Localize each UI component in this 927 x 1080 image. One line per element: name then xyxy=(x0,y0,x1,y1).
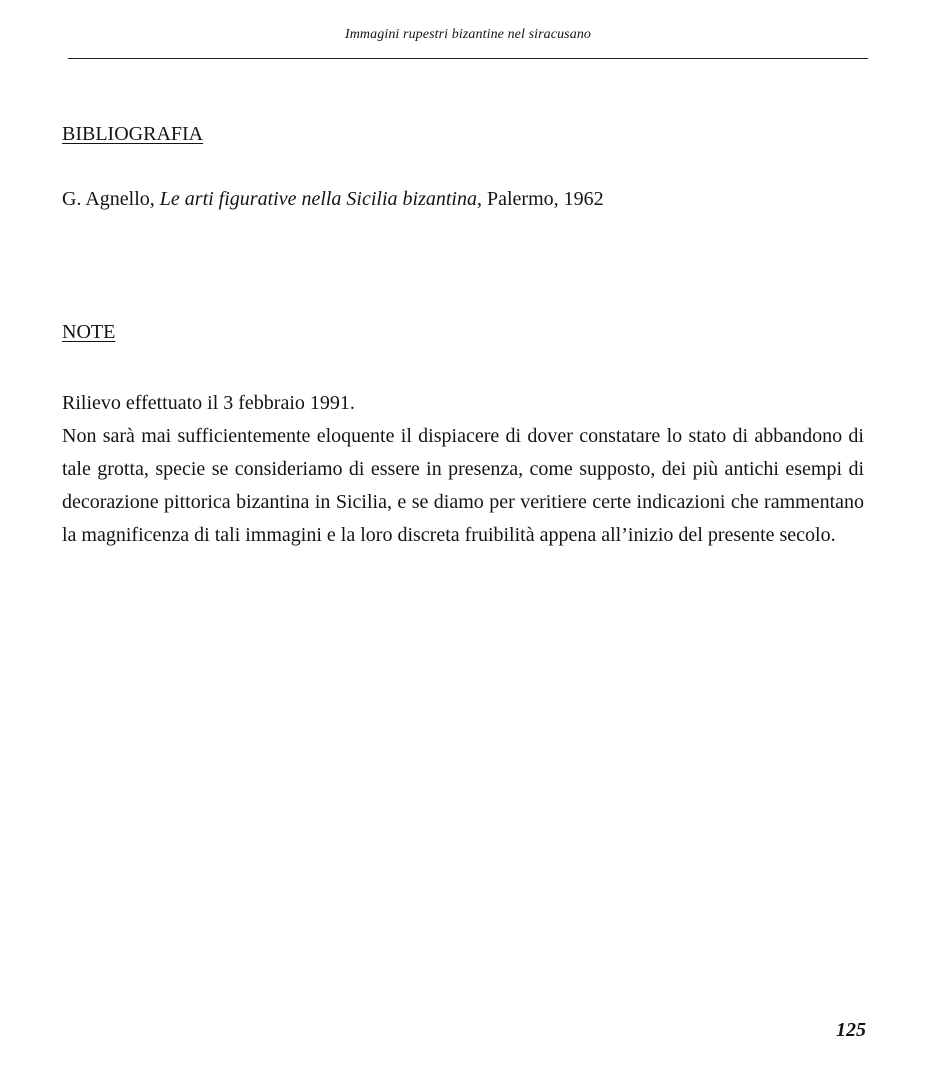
bibliography-title: Le arti figurative nella Sicilia bizantina xyxy=(159,188,477,210)
page-number: 125 xyxy=(836,1019,866,1041)
bibliography-entry xyxy=(62,188,604,211)
running-header: Immagini rupestri bizantine nel siracusano xyxy=(344,27,592,42)
header-rule xyxy=(68,58,868,59)
survey-date-line: Rilievo effettuato il 3 febbraio 1991. xyxy=(62,392,355,414)
bibliography-publication: , Palermo, 1962 xyxy=(477,188,604,210)
bibliography-author: G. Agnello, xyxy=(62,188,155,210)
notes-body xyxy=(62,387,864,552)
notes-heading: NOTE xyxy=(62,321,116,343)
bibliography-heading: BIBLIOGRAFIA xyxy=(62,123,204,145)
note-paragraph: Non sarà mai sufficientemente eloquente il dispiacere di dover constatare lo stato di abbandono di tale grotta, specie se consideriamo di essere in presenza, come supposto, dei più antichi esempi di decorazione pittorica bizantina in Sicilia, e se diamo per veritiere certe indicazioni che rammentano la magnificenza di tali immagini e la loro discreta fruibilità appena all’inizio del presente secolo. xyxy=(62,425,864,546)
